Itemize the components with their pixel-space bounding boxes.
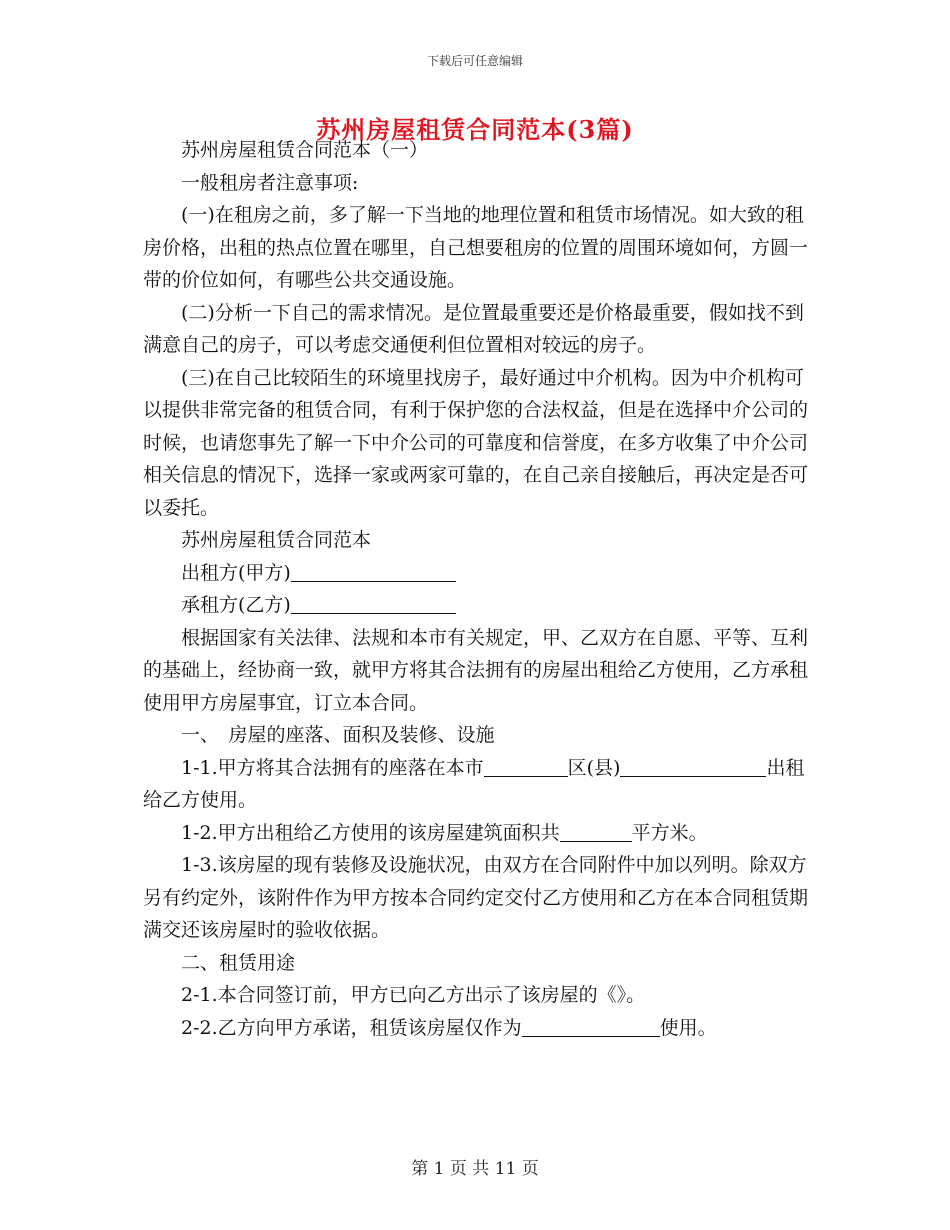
clause-1-3: 1-3.该房屋的现有装修及设施状况，由双方在合同附件中加以列明。除双方另有约定外，该附件作为甲方按本合同约定交付乙方使用和乙方在本合同租赁期满交还该房屋时的验收依据。	[143, 854, 809, 941]
clause-2-2	[143, 1012, 811, 1045]
paragraph: (三)在自己比较陌生的环境里找房子，最好通过中介机构。因为中介机构可以提供非常完备的租赁合同，有利于保护您的合法权益，但是在选择中介公司的时候，也请您事先了解一下中介公司的可靠度和信誉度，在多方收集了中介公司相关信息的情况下，选择一家或两家可靠的，在自己亲自接触后，再决定是否可以委托。	[143, 366, 809, 519]
paragraph: (二)分析一下自己的需求情况。是位置最重要还是价格最重要，假如找不到满意自己的房子，可以考虑交通便利但位置相对较远的房子。	[143, 301, 804, 356]
paragraph: 根据国家有关法律、法规和本市有关规定，甲、乙双方在自愿、平等、互利的基础上，经协商一致，就甲方将其合法拥有的房屋出租给乙方使用，乙方承租使用甲方房屋事宜，订立本合同。	[143, 626, 809, 714]
header-note: 下载后可任意编辑	[426, 54, 523, 68]
clause-1-1	[143, 752, 811, 817]
clause-text: 2-2.乙方向甲方承诺，租赁该房屋仅作为	[181, 1016, 522, 1039]
page-footer: 第 1 页 共 11 页	[411, 1159, 539, 1179]
clause-heading: 一、 房屋的座落、面积及装修、设施	[181, 724, 495, 746]
district-blank	[620, 758, 736, 777]
lessor-line	[143, 557, 811, 590]
lessor-blank	[291, 563, 456, 582]
clause-text: 平方米。	[631, 821, 708, 844]
clause-heading: 二、租赁用途	[181, 951, 296, 974]
clause-text: 区(县)	[567, 756, 621, 779]
document-body	[143, 134, 811, 1044]
section-heading: 苏州房屋租赁合同范本（一）	[181, 139, 429, 161]
lessee-line	[143, 589, 811, 622]
district-blank-cont	[736, 758, 766, 777]
usage-blank	[522, 1018, 660, 1037]
section-heading: 苏州房屋租赁合同范本	[181, 529, 372, 551]
clause-text: 使用。	[659, 1016, 717, 1039]
paragraph: 一般租房者注意事项:	[181, 171, 359, 194]
area-blank	[560, 823, 632, 842]
clause-text: 出租给乙方使用。	[143, 756, 805, 811]
lessee-label: 承租方(乙方)	[181, 594, 291, 616]
paragraph: (一)在租房之前，多了解一下当地的地理位置和租赁市场情况。如大致的租房价格，出租的热点位置在哪里，自己想要租房的位置的周围环境如何，方圆一带的价位如何，有哪些公共交通设施。	[143, 204, 809, 291]
lessee-blank	[291, 595, 456, 614]
lessor-label: 出租方(甲方)	[181, 561, 291, 584]
document-title: 苏州房屋租赁合同范本(3篇)	[316, 115, 634, 144]
clause-1-2	[143, 817, 811, 850]
clause-text: 1-1.甲方将其合法拥有的座落在本市	[181, 756, 484, 779]
city-blank	[484, 758, 568, 777]
clause-text: 1-2.甲方出租给乙方使用的该房屋建筑面积共	[181, 821, 560, 844]
clause-2-1: 2-1.本合同签订前，甲方已向乙方出示了该房屋的《》。	[181, 984, 646, 1006]
